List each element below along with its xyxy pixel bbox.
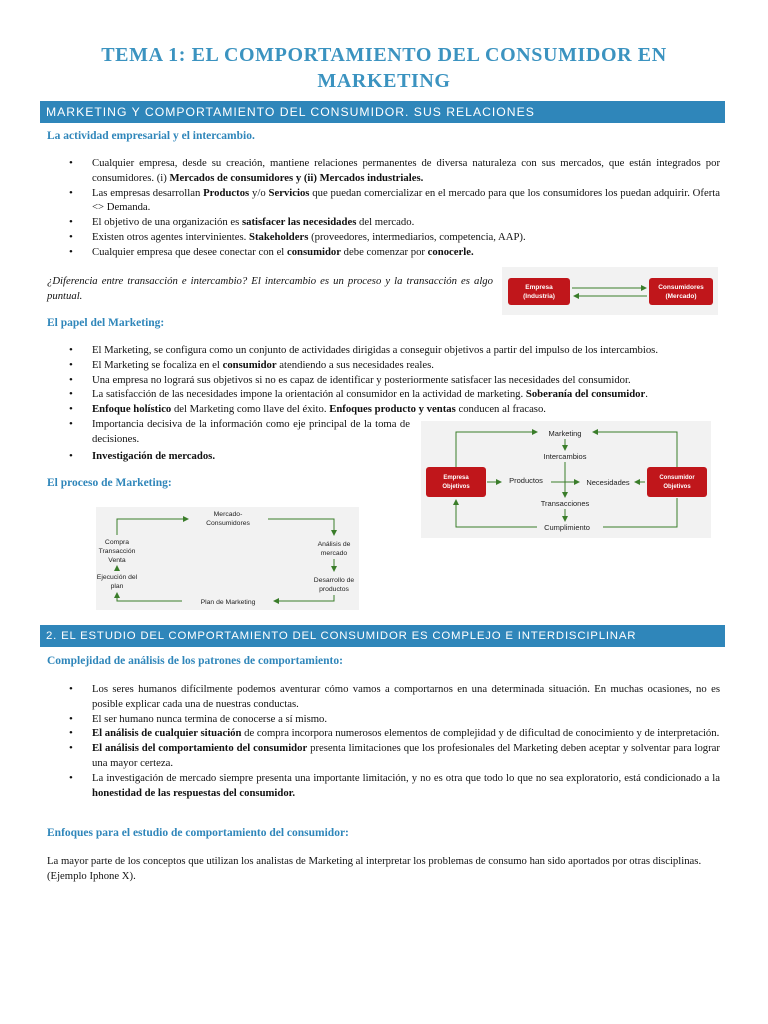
industria-label: (Industria): [523, 293, 555, 300]
consumidor-label: Consumidor: [659, 475, 695, 481]
connector-line: [456, 500, 537, 527]
section-heading-estudio: 2. EL ESTUDIO DEL COMPORTAMIENTO DEL CONSUMIDOR ES COMPLEJO E INTERDISCIPLINAR: [40, 625, 725, 647]
transacciones-label: Transacciones: [540, 499, 590, 508]
connector-line: [456, 432, 537, 467]
connector-line: [603, 498, 677, 527]
connector-line: [593, 432, 677, 467]
list-item: • El Marketing se focaliza en el consumidor atendiendo a sus necesidades reales.: [47, 358, 720, 373]
marketing-process-diagram: [96, 507, 359, 610]
empresa-box: [508, 278, 570, 305]
connector-line: [268, 519, 334, 535]
desarrollo-label: Desarrollo de: [313, 577, 355, 584]
subheading-actividad: La actividad empresarial y el intercambio.: [47, 130, 255, 142]
ejecucion-label: Ejecución del: [96, 574, 138, 581]
subheading-papel: El papel del Marketing:: [47, 317, 165, 329]
analisis-label: Análisis de: [317, 541, 351, 548]
intercambios-label: Intercambios: [543, 452, 587, 461]
connector-line: [117, 593, 182, 601]
bullet-list-papel-2: [47, 417, 410, 463]
list-item: • El Marketing, se configura como un conjunto de actividades dirigidas a conseguir objetivos a partir del impulso de los intercambios.: [47, 343, 720, 358]
section-heading-marketing: MARKETING Y COMPORTAMIENTO DEL CONSUMIDOR. SUS RELACIONES: [40, 101, 725, 123]
ejecucion-plan-label: plan: [110, 583, 124, 590]
marketing-label: Marketing: [548, 429, 582, 438]
list-item: • El ser humano nunca termina de conocerse a sí mismo.: [47, 712, 720, 727]
objetivos-label: Objetivos: [663, 484, 691, 490]
bullet-list-complejidad: [47, 682, 720, 800]
list-item: • Cualquier empresa que desee conectar con el consumidor debe comenzar por conocerle.: [47, 245, 720, 260]
list-item: • Existen otros agentes intervinientes. Stakeholders (proveedores, intermediarios, competencia, AAP).: [47, 230, 720, 245]
venta-label: Venta: [108, 557, 126, 564]
desarrollo-productos-label: productos: [319, 586, 349, 593]
list-item: • Los seres humanos difícilmente podemos aventurar cómo vamos a comportarnos en una determinada situación. En muchas ocasiones, no es posible explicar cada una de nuestras conductas.: [47, 682, 720, 712]
necesidades-label: Necesidades: [586, 478, 630, 487]
productos-label: Productos: [509, 476, 543, 485]
transaccion-label: Transacción: [98, 548, 136, 555]
subheading-enfoques: Enfoques para el estudio de comportamiento del consumidor:: [47, 827, 349, 839]
list-item: • Cualquier empresa, desde su creación, mantiene relaciones permanentes de diversa naturaleza con sus mercados, que están integrados por consumidores. (i) Mercados de consumidores y (ii) Mercados industriales.: [47, 156, 720, 186]
list-item: • El objetivo de una organización es satisfacer las necesidades del mercado.: [47, 215, 720, 230]
subheading-proceso: El proceso de Marketing:: [47, 477, 172, 489]
list-item: • La investigación de mercado siempre presenta una importante limitación, y no es otra que todo lo que no sea exploratorio, está condicionado a la honestidad de las respuestas del consumidor.: [47, 771, 720, 801]
mercado-label: (Mercado): [665, 293, 697, 300]
objetivos-label: Objetivos: [442, 484, 470, 490]
exchange-diagram: [502, 267, 718, 315]
list-item: • Una empresa no logrará sus objetivos si no es capaz de identificar y posteriormente satisfacer las necesidades del consumidor.: [47, 373, 720, 388]
empresa-label: Empresa: [525, 284, 553, 291]
empresa-label: Empresa: [443, 475, 469, 481]
list-item: • Enfoque holístico del Marketing como llave del éxito. Enfoques producto y ventas conducen al fracaso.: [47, 402, 720, 417]
analisis-mercado-label: mercado: [320, 550, 348, 557]
subheading-complejidad: Complejidad de análisis de los patrones de comportamiento:: [47, 655, 343, 667]
consumidores-label: Consumidores: [658, 284, 704, 291]
bullet-list-papel: [47, 343, 720, 417]
list-item: • La satisfacción de las necesidades impone la orientación al consumidor en la actividad de marketing. Soberanía del consumidor.: [47, 387, 720, 402]
italic-note: ¿Diferencia entre transacción e intercambio? El intercambio es un proceso y la transacción es algo puntual.: [47, 275, 493, 302]
connector-line: [274, 595, 334, 601]
document-title: TEMA 1: EL COMPORTAMIENTO DEL CONSUMIDOR EN MARKETING: [101, 44, 667, 92]
marketing-exchange-diagram: [421, 421, 711, 538]
list-item: • Las empresas desarrollan Productos y/o Servicios que puedan comercializar en el mercado para que los consumidores los puedan adquirir. Oferta <> Demanda.: [47, 186, 720, 216]
paragraph-enfoques: La mayor parte de los conceptos que utilizan los analistas de Marketing al interpretar los problemas de consumo han sido aportados por otras disciplinas. (Ejemplo Iphone X).: [47, 855, 702, 882]
connector-line: [117, 519, 188, 535]
list-item: • El análisis del comportamiento del consumidor presenta limitaciones que los profesionales del Marketing deben aceptar y solventar para lograr una mayor certeza.: [47, 741, 720, 771]
compra-label: Compra: [104, 539, 130, 546]
mercado-label: Mercado-: [213, 511, 243, 518]
plan-label: Plan de Marketing: [200, 599, 256, 606]
cumplimiento-label: Cumplimiento: [544, 523, 590, 532]
list-item: • El análisis de cualquier situación de compra incorpora numerosos elementos de complejidad y de dificultad de conocimiento y de interpretación.: [47, 726, 720, 741]
list-item: • Importancia decisiva de la información como eje principal de la toma de decisiones.: [47, 417, 410, 447]
list-item: • Investigación de mercados.: [47, 449, 410, 464]
consumidores-box: [649, 278, 713, 305]
consumidores-label: Consumidores: [206, 520, 250, 527]
consumidor-box: [647, 467, 707, 497]
bullet-list-actividad: [47, 156, 720, 260]
empresa-box: [426, 467, 486, 497]
